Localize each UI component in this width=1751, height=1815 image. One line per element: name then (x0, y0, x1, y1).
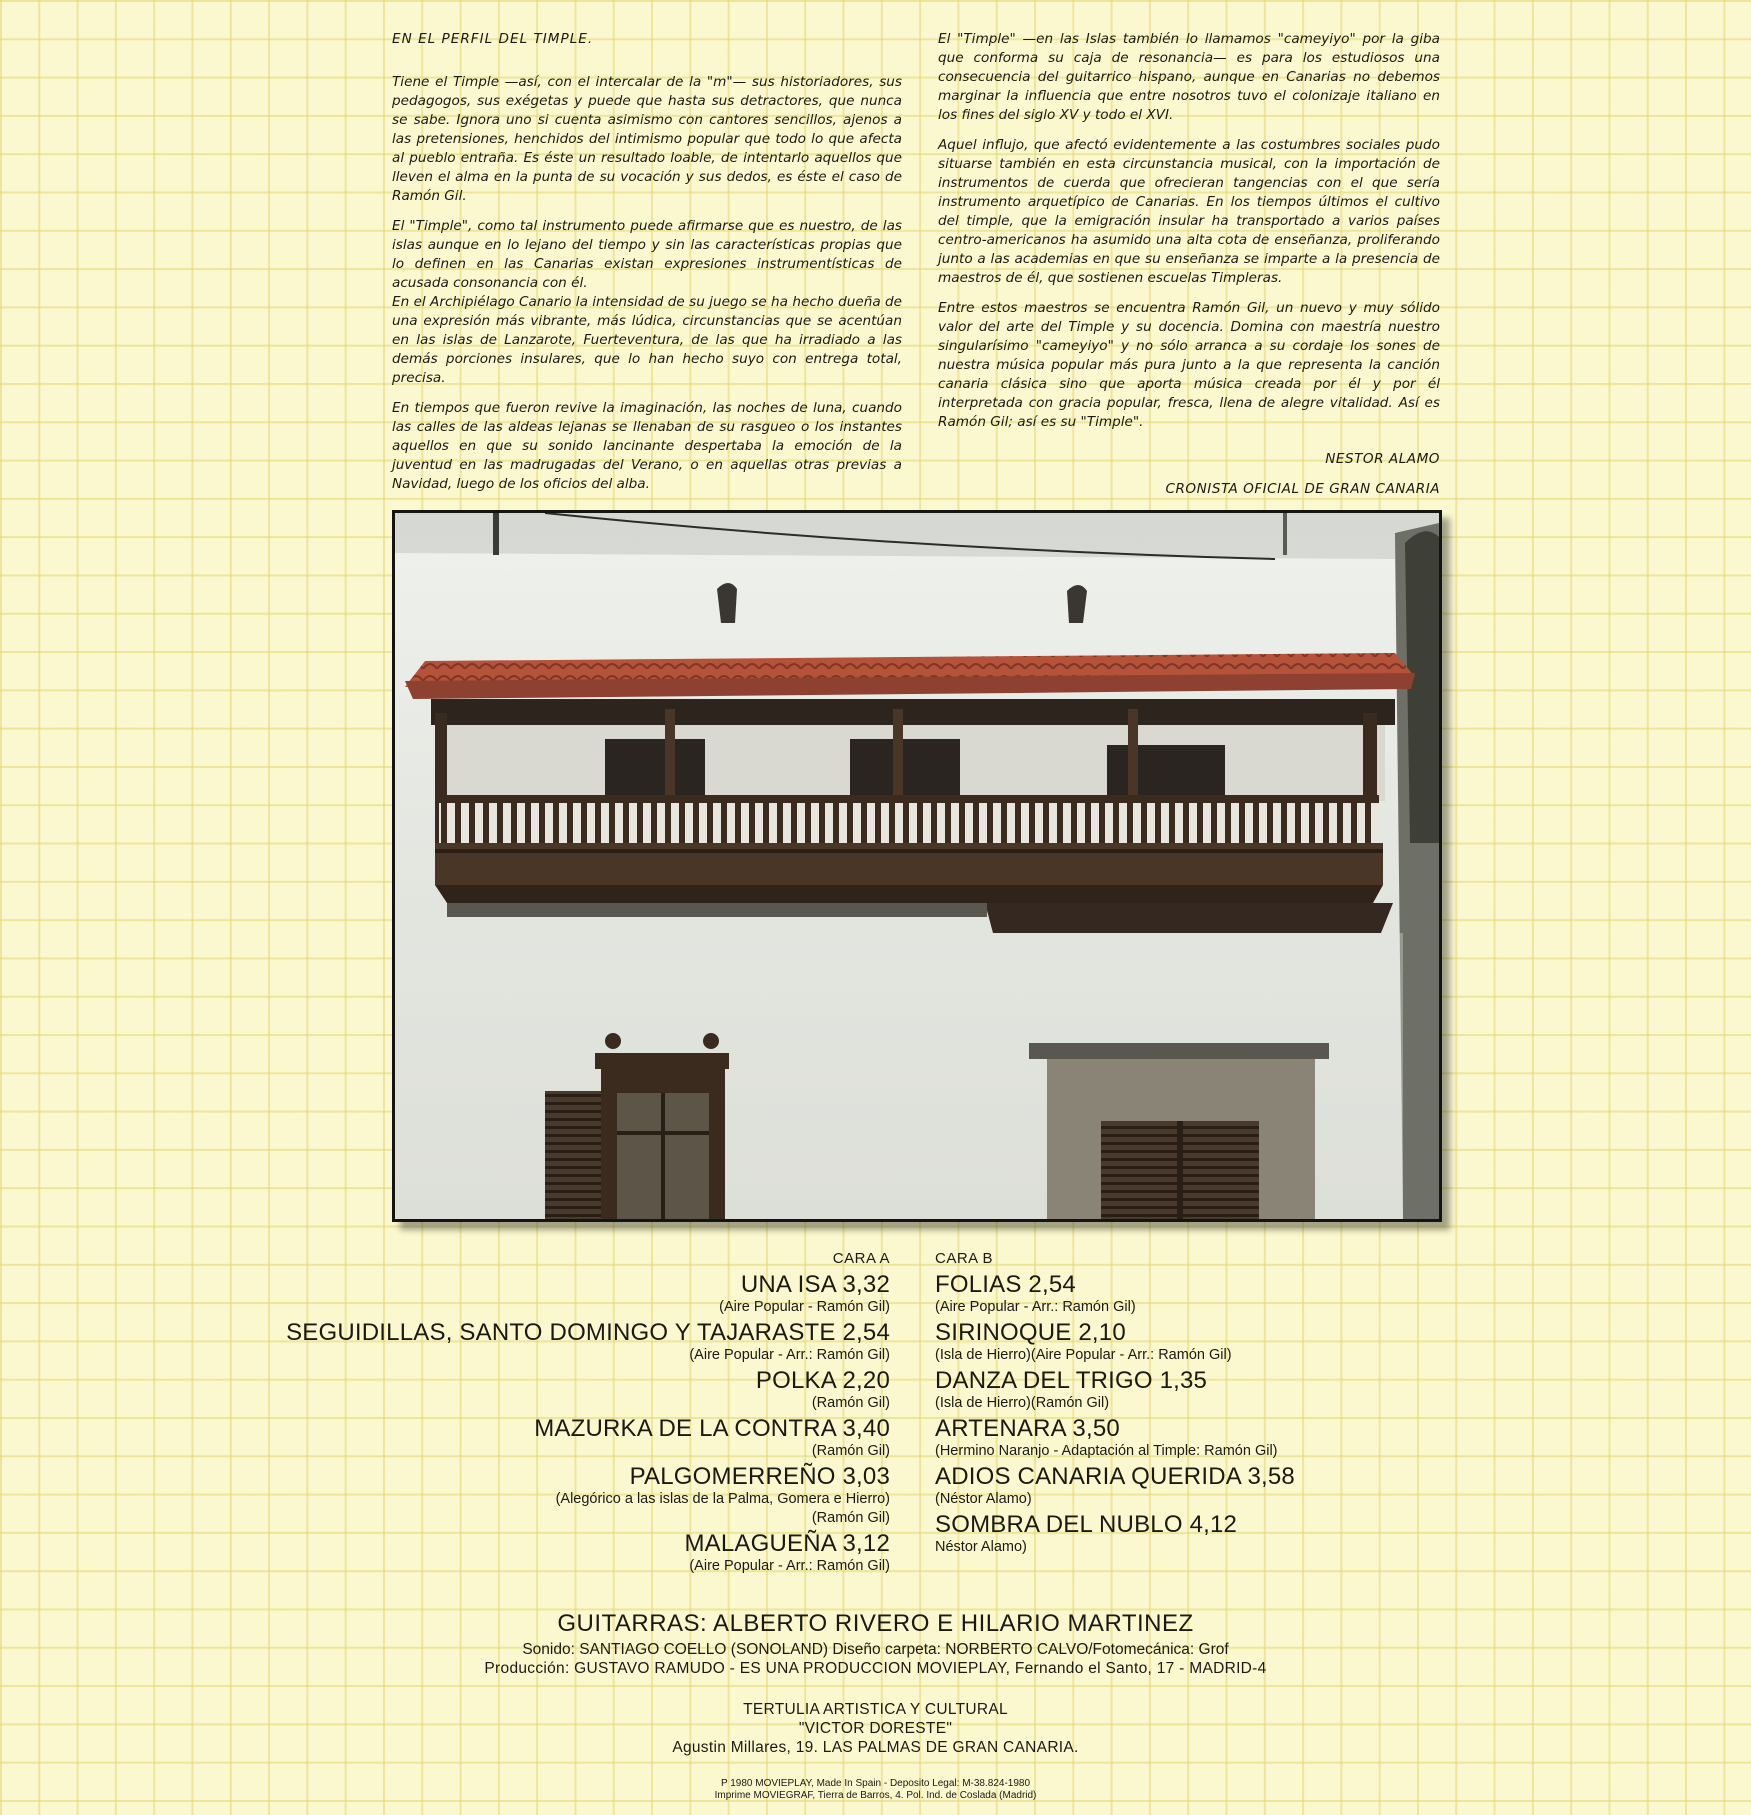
liner-paragraph: El "Timple" —en las Islas también lo llamamos "cameyiyo" por la giba que conforma su caja de resonancia— es para los estudiosos una consecuencia del guitarrico hispano, aunque en Canarias no debemos marginar la influencia que entre nosotros tuvo el colonizaje italiano en los fines del siglo XV y todo el XVI. (938, 31, 1440, 123)
track-title: DANZA DEL TRIGO 1,35 (935, 1367, 1208, 1394)
production-credit: Producción: GUSTAVO RAMUDO - ES UNA PRODUCCION MOVIEPLAY, Fernando el Santo, 17 - MADRID-4 (484, 1660, 1267, 1677)
liner-notes-heading: EN EL PERFIL DEL TIMPLE. (392, 31, 594, 47)
track-credit: (Aire Popular - Arr.: Ramón Gil) (935, 1299, 1136, 1315)
tertulia-line: TERTULIA ARTISTICA Y CULTURAL (743, 1701, 1008, 1718)
track-title: POLKA 2,20 (755, 1367, 890, 1394)
track-credit: Néstor Alamo) (935, 1539, 1027, 1555)
track-title: MAZURKA DE LA CONTRA 3,40 (534, 1415, 890, 1442)
track-title: ARTENARA 3,50 (935, 1415, 1120, 1442)
track-title: SOMBRA DEL NUBLO 4,12 (935, 1511, 1238, 1538)
track-credit: (Hermino Naranjo - Adaptación al Timple: Ramón Gil) (935, 1443, 1278, 1459)
track-credit: (Isla de Hierro)(Ramón Gil) (935, 1395, 1110, 1411)
track-credit: (Ramón Gil) (811, 1443, 890, 1459)
author-name: NESTOR ALAMO (1325, 451, 1440, 467)
legal-block (0, 1778, 1751, 1802)
tertulia-address: Agustin Millares, 19. LAS PALMAS DE GRAN CANARIA. (672, 1739, 1079, 1756)
liner-paragraph: Tiene el Timple —así, con el intercalar de la "m"— sus historiadores, sus pedagogos, sus exégetas y puede que hasta sus detractores, que nunca se sabe. Ignora uno si cuenta asimismo con cantores sencillos, ajenos a las pretensiones, henchidos del intimismo popular que todo lo que afecta al pueblo entraña. Es éste un resultado loable, de intentarlo aquellos que lleven el alma en la punta de su vocación y sus dedos, es éste el caso de Ramón Gil. (392, 74, 902, 204)
side-b-tracklist (935, 1250, 1295, 1559)
side-b-label: CARA B (935, 1250, 994, 1267)
copyright-line: P 1980 MOVIEPLAY, Made In Spain - Deposito Legal: M-38.824-1980 (720, 1778, 1031, 1789)
printer-line: Imprime MOVIEGRAF, Tierra de Barros, 4. Pol. Ind. de Coslada (Madrid) (714, 1790, 1037, 1801)
track-title: UNA ISA 3,32 (740, 1271, 890, 1298)
track-credit: (Aire Popular - Ramón Gil) (719, 1299, 890, 1315)
track-credit: (Aire Popular - Arr.: Ramón Gil) (689, 1347, 890, 1363)
track-title: FOLIAS 2,54 (935, 1271, 1076, 1298)
liner-paragraph: Entre estos maestros se encuentra Ramón Gil, un nuevo y muy sólido valor del arte del Timple y su docencia. Domina con maestría nuestro singularísimo "cameyiyo" y no sólo arranca a su cordaje los sones de nuestra música popular más pura junto a la que representa la canción canaria clásica sino que aporta música creada por él y por él interpretada con gracia popular, fresca, llena de alegre vitalidad. Así es Ramón Gil; así es su "Timple". (938, 300, 1440, 430)
house-balcony-photo (392, 510, 1442, 1222)
tertulia-block (0, 1700, 1751, 1757)
track-credit: (Alegórico a las islas de la Palma, Gomera e Hierro) (555, 1491, 890, 1507)
track-title: MALAGUEÑA 3,12 (684, 1530, 890, 1557)
track-credit: (Ramón Gil) (811, 1395, 890, 1411)
sound-design-credit: Sonido: SANTIAGO COELLO (SONOLAND) Diseño carpeta: NORBERTO CALVO/Fotomecánica: Grof (522, 1641, 1229, 1658)
liner-paragraph: En tiempos que fueron revive la imaginación, las noches de luna, cuando las calles de las aldeas lejanas se llenaban de su rasgueo o los instantes aquellos en que su sonido lancinante despertaba la emoción de la juventud en las madrugadas del Verano, o en aquellas otras previas a Navidad, luego de los oficios del alba. (392, 400, 902, 492)
side-a-label: CARA A (832, 1250, 890, 1267)
liner-paragraph: El "Timple", como tal instrumento puede afirmarse que es nuestro, de las islas aunque en lo lejano del tiempo y sin las características propias que lo definen en las Canarias existan expresiones instrumentísticas de acusada consonancia con él. (392, 218, 902, 291)
liner-notes-left (392, 30, 902, 505)
track-title: PALGOMERREÑO 3,03 (629, 1463, 890, 1490)
liner-paragraph: En el Archipiélago Canario la intensidad de su juego se ha hecho dueña de una expresión más vibrante, más lúdica, circunstancias que se acentúan en las islas de Lanzarote, Fuerteventura, de las que ha irradiado a las demás porciones insulares, que lo han hecho suyo con entrega total, precisa. (392, 294, 902, 386)
liner-paragraph: Aquel influjo, que afectó evidentemente a las costumbres sociales pudo situarse también en esta circunstancia musical, con la importación de instrumentos de cuerda que ofrecieran tangencias con el que sería instrumento arquetípico de Canarias. En los tiempos últimos el cultivo del timple, que la emigración insular ha transportado a varios países centro-americanos ha asumido una alta cota de enseñanza, proliferando junto a las academias en que su enseñanza se imparte a la presencia de maestros de él, que sostienen escuelas Timpleras. (938, 137, 1440, 286)
track-title: SIRINOQUE 2,10 (935, 1319, 1126, 1346)
author-title: CRONISTA OFICIAL DE GRAN CANARIA (1165, 481, 1440, 497)
track-credit: (Aire Popular - Arr.: Ramón Gil) (689, 1558, 890, 1574)
track-title: SEGUIDILLAS, SANTO DOMINGO Y TAJARASTE 2,54 (286, 1319, 890, 1346)
guitars-credit: GUITARRAS: ALBERTO RIVERO E HILARIO MARTINEZ (557, 1610, 1194, 1637)
balcony-illustration (395, 513, 1439, 1219)
tertulia-line: "VICTOR DORESTE" (798, 1720, 953, 1737)
track-title: ADIOS CANARIA QUERIDA 3,58 (935, 1463, 1295, 1490)
track-credit: (Ramón Gil) (811, 1510, 890, 1526)
liner-notes-right (938, 30, 1440, 510)
side-a-tracklist (286, 1250, 890, 1578)
track-credit: (Néstor Alamo) (935, 1491, 1032, 1507)
track-credit: (Isla de Hierro)(Aire Popular - Arr.: Ramón Gil) (935, 1347, 1232, 1363)
